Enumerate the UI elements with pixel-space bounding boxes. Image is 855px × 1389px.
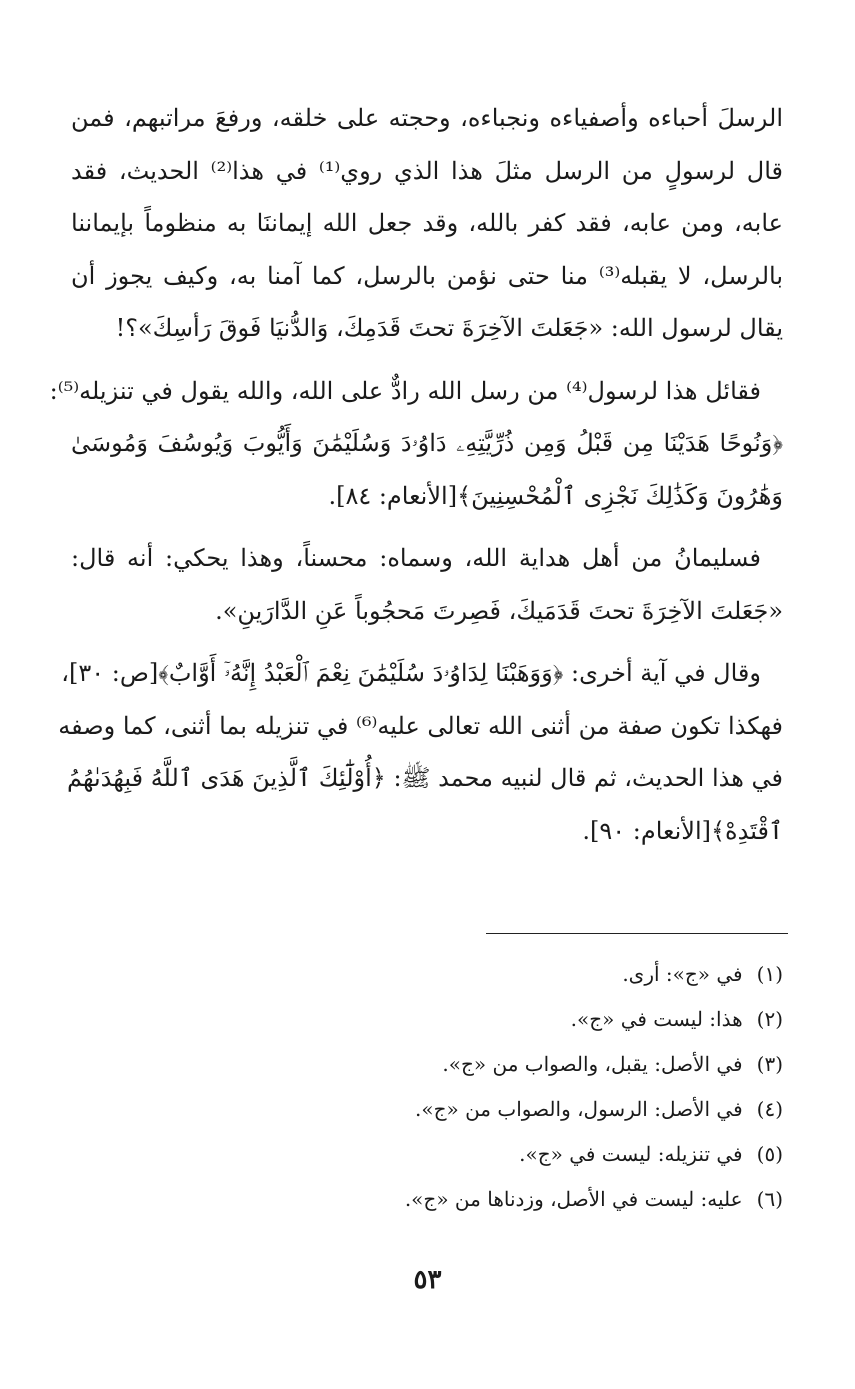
footnote-text: في الأصل: يقبل، والصواب من «ج». bbox=[442, 1052, 743, 1076]
footnote-number: (٥) bbox=[756, 1142, 783, 1166]
footnote-3 bbox=[71, 1042, 783, 1087]
text-line: فهكذا تكون صفة من أثنى الله تعالى عليه⁽⁶⁾ في تنزيله بما أثنى، كما وصفه bbox=[58, 711, 783, 740]
main-text bbox=[49, 92, 783, 867]
footnote-2 bbox=[71, 997, 783, 1042]
text-line: في هذا الحديث، ثم قال لنبيه محمد ﷺ: ﴿أُوْلَٰٓئِكَ ٱلَّذِينَ هَدَى ٱللَّهُ فَبِهُدَىٰهُمُ bbox=[66, 764, 783, 792]
text-line: الرسلَ أحباءه وأصفياءه ونجباءه، وحجته على خلقه، ورفعَ مراتبهم، فمن bbox=[71, 104, 783, 132]
footnote-1 bbox=[71, 952, 783, 997]
text-line: «جَعَلتَ الآخِرَةَ تحتَ قَدَمَيكَ، فَصِرتَ مَحجُوباً عَنِ الدَّارَينِ». bbox=[215, 596, 783, 625]
footnote-number: (٤) bbox=[756, 1097, 783, 1121]
footnote-number: (٣) bbox=[756, 1052, 783, 1076]
paragraph-4 bbox=[58, 647, 783, 857]
paragraph-2 bbox=[49, 365, 783, 523]
text-line: فسليمانُ من أهل هداية الله، وسماه: محسناً، وهذا يحكي: أنه قال: bbox=[71, 544, 761, 572]
text-line: عابه، ومن عابه، فقد كفر بالله، وقد جعل الله إيماننَا به منظوماً بإيماننا bbox=[71, 209, 783, 237]
footnote-text: عليه: ليست في الأصل، وزدناها من «ج». bbox=[404, 1187, 743, 1211]
quran-verse-line: ٱقْتَدِهْ﴾[الأنعام: ٩٠]. bbox=[582, 816, 783, 845]
quran-verse-line: وَهَٰرُونَ وَكَذَٰلِكَ نَجْزِى ٱلْمُحْسِنِينَ﴾[الأنعام: ٨٤]. bbox=[328, 481, 783, 510]
footnote-text: في الأصل: الرسول، والصواب من «ج». bbox=[414, 1097, 743, 1121]
footnote-text: هذا: ليست في «ج». bbox=[570, 1007, 743, 1031]
text-line: قال لرسولٍ من الرسل مثلَ هذا الذي روي⁽¹⁾ في هذا⁽²⁾ الحديث، فقد bbox=[71, 156, 783, 185]
text-line: بالرسل، لا يقبله⁽³⁾ منا حتى نؤمن بالرسل، كما آمنا به، وكيف يجوز أن bbox=[71, 261, 783, 290]
footnote-text: في تنزيله: ليست في «ج». bbox=[519, 1142, 743, 1166]
footnotes bbox=[71, 952, 783, 1222]
quran-verse-line: ﴿وَنُوحًا هَدَيْنَا مِن قَبْلُ وَمِن ذُرِّيَّتِهِۦ دَاوُۥدَ وَسُلَيْمَٰنَ وَأَيُّوبَ وَيُوسُفَ وَمُوسَىٰ bbox=[71, 429, 783, 457]
footnote-text: في «ج»: أرى. bbox=[622, 962, 743, 986]
footnote-5 bbox=[71, 1132, 783, 1177]
footnote-number: (٢) bbox=[756, 1007, 783, 1031]
footnote-4 bbox=[71, 1087, 783, 1132]
footnote-number: (١) bbox=[756, 962, 783, 986]
footnote-separator bbox=[486, 933, 788, 934]
page-number: ٥٣ bbox=[413, 1265, 442, 1295]
text-line: يقال لرسول الله: «جَعَلتَ الآخِرَةَ تحتَ قَدَمِكَ، وَالدُّنيَا فَوقَ رَأسِكَ»؟! bbox=[115, 314, 783, 342]
footnote-6 bbox=[71, 1177, 783, 1222]
paragraph-3 bbox=[71, 532, 783, 637]
footnote-number: (٦) bbox=[756, 1187, 783, 1211]
text-line: وقال في آية أخرى: ﴿وَوَهَبْنَا لِدَاوُۥدَ سُلَيْمَٰنَ نِعْمَ ٱلْعَبْدُ إِنَّهُۥٓ أَوَّابٌ﴾[ص: ٣٠]، bbox=[61, 659, 761, 687]
text-line: فقائل هذا لرسول⁽⁴⁾ من رسل الله رادٌّ على الله، والله يقول في تنزيله⁽⁵⁾: bbox=[49, 376, 761, 405]
paragraph-1 bbox=[71, 92, 783, 355]
